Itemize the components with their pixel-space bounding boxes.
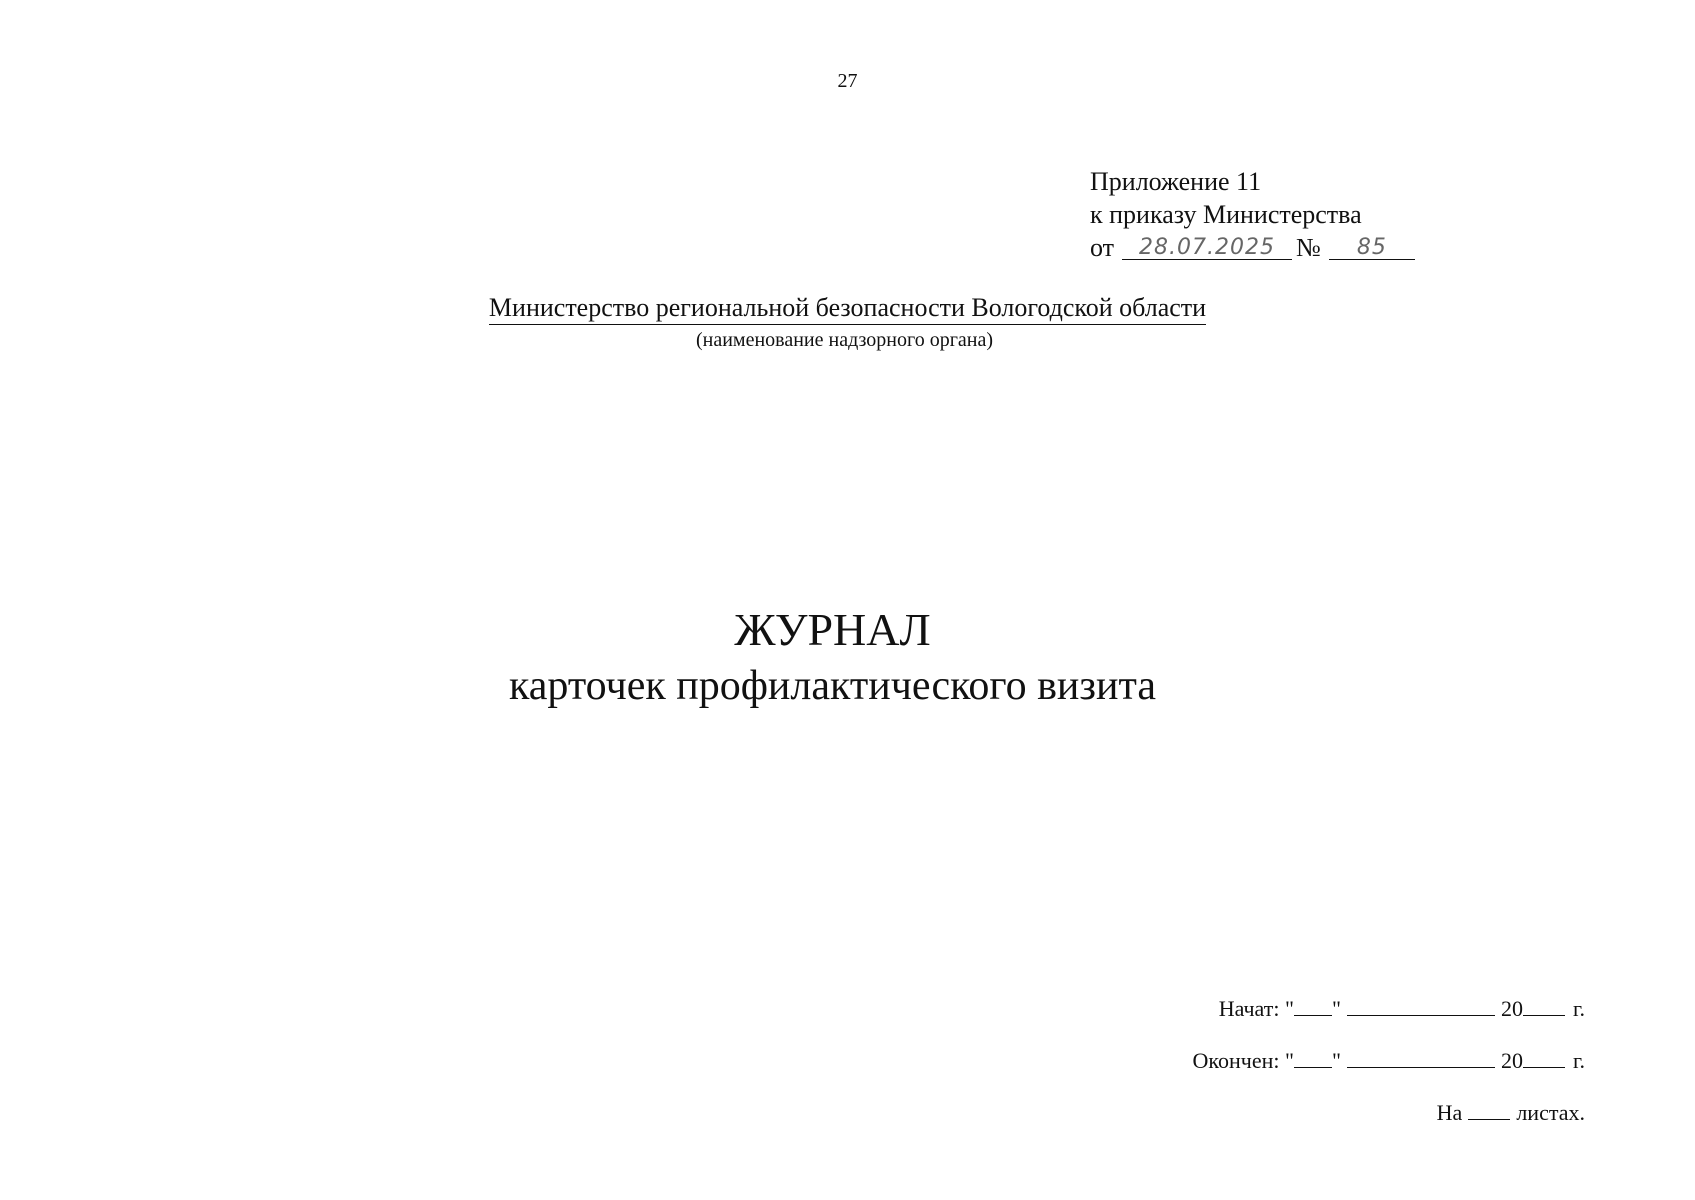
sheets-suffix: листах. — [1516, 1100, 1585, 1125]
document-title-block — [0, 602, 1695, 714]
started-quote-close: " — [1331, 996, 1341, 1021]
number-sign: № — [1296, 233, 1321, 262]
date-prefix: от — [1090, 233, 1115, 262]
page-number: 27 — [837, 70, 858, 92]
order-number-handwritten: 85 — [1356, 235, 1387, 260]
ended-quote-close: " — [1331, 1048, 1341, 1073]
ended-row — [1193, 1047, 1585, 1099]
started-day-blank — [1294, 995, 1332, 1016]
started-year-prefix: 20 — [1500, 996, 1523, 1021]
started-year-suffix: г. — [1572, 996, 1585, 1021]
started-year-blank — [1523, 995, 1565, 1016]
order-date-handwritten: 28.07.2025 — [1139, 235, 1276, 260]
sheets-count-blank — [1468, 1099, 1510, 1120]
sheets-row — [1193, 1099, 1585, 1151]
journal-dates-block — [1193, 995, 1585, 1151]
started-month-blank — [1347, 995, 1495, 1016]
document-title: ЖУРНАЛ — [734, 604, 931, 655]
appendix-reference: к приказу Министерства — [1090, 200, 1362, 229]
appendix-date-line — [1090, 231, 1415, 264]
ended-month-blank — [1347, 1047, 1495, 1068]
appendix-block — [1090, 165, 1415, 264]
organization-block — [0, 293, 1695, 352]
ended-year-prefix: 20 — [1500, 1048, 1523, 1073]
ended-year-suffix: г. — [1572, 1048, 1585, 1073]
organization-caption: (наименование надзорного органа) — [695, 329, 994, 351]
started-row — [1193, 995, 1585, 1047]
ended-year-blank — [1523, 1047, 1565, 1068]
organization-name: Министерство региональной безопасности Вологодской области — [489, 293, 1206, 325]
document-subtitle: карточек профилактического визита — [509, 663, 1156, 709]
order-number-field — [1329, 231, 1415, 260]
sheets-prefix: На — [1436, 1100, 1463, 1125]
started-label: Начат: " — [1218, 996, 1294, 1021]
ended-day-blank — [1294, 1047, 1332, 1068]
order-date-field — [1122, 231, 1292, 260]
ended-label: Окончен: " — [1192, 1048, 1294, 1073]
appendix-title: Приложение 11 — [1090, 167, 1262, 196]
